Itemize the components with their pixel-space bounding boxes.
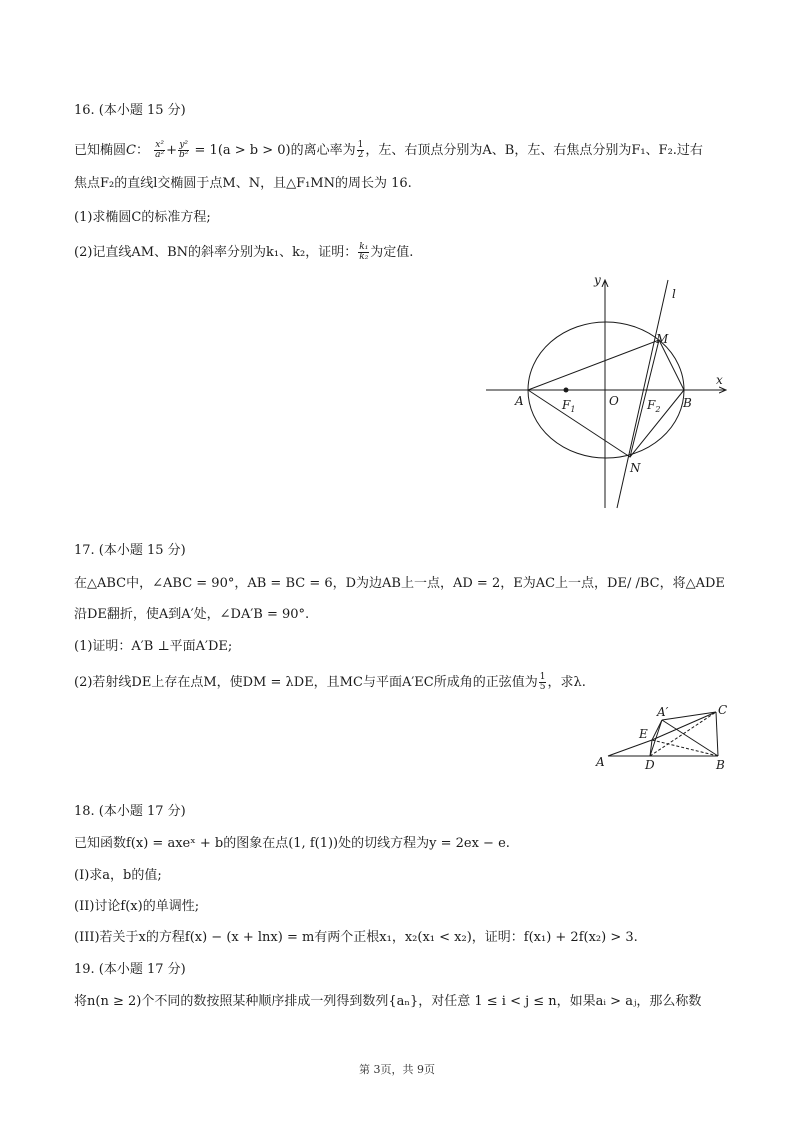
q17-line1: 在△ABC中，∠ABC = 90°，AB = BC = 6，D为边AB上一点，AD = 2，E为AC上一点，DE/ /BC，将△ADE [74, 576, 725, 591]
segment-eb-dashed [652, 740, 718, 756]
q16-part1: (1)求椭圆C的标准方程; [74, 210, 211, 225]
q19-line1: 将n(n ≥ 2)个不同的数按照某种顺序排成一列得到数列{aₙ}，对任意 1 ≤ i < j ≤ n，如果aᵢ > aⱼ，那么称数 [74, 994, 702, 1009]
frac-one-half: $\frac{1}{2}$ [357, 140, 364, 160]
segment-ae [608, 740, 652, 756]
frac-k1-k2: $\frac{\text{k₁}}{\text{k₂}}$ [359, 242, 369, 262]
label-a1: A′ [657, 705, 669, 719]
q18-header: 18. (本小题 17 分) [74, 804, 186, 819]
label-n: N [630, 461, 641, 475]
q17-part2: (2)若射线DE上存在点M，使DM = λDE，且MC与平面A′EC所成角的正弦值为 $\frac{1}{5}$ ，求λ. [74, 672, 586, 692]
segment-mb-bn [630, 340, 684, 457]
q17-part1: (1)证明：A′B ⊥平面A′DE; [74, 639, 233, 654]
label-l: l [672, 287, 676, 301]
label-m: M [656, 332, 669, 346]
segment-ea1 [652, 720, 662, 740]
segment-cb [716, 712, 718, 756]
label-f2: $F_2$ [647, 398, 661, 414]
label-f1: $F_1$ [562, 398, 576, 414]
label-b: B [683, 396, 692, 410]
frac-x2-a2: $\frac{\text{x²}}{\text{a²}}$ [155, 140, 165, 160]
label-a: A [596, 755, 605, 769]
q18-part1: (I)求a，b的值; [74, 868, 162, 883]
label-c: C [718, 703, 728, 717]
frac-y2-b2: $\frac{\text{y²}}{\text{b²}}$ [179, 140, 189, 160]
label-x: x [716, 373, 723, 387]
q16-part2: (2)记直线AM、BN的斜率分别为k₁、k₂，证明： $\frac{\text{k₁}}{\text{k₂}}$ 为定值. [74, 242, 414, 262]
label-o: O [609, 394, 619, 408]
page-footer: 第 3页，共 9页 [359, 1063, 435, 1076]
segment-a1b [662, 720, 718, 756]
q18-part2: (II)讨论f(x)的单调性; [74, 899, 200, 914]
focus-f1-dot [564, 388, 569, 393]
line-l [617, 280, 668, 508]
ellipse-figure [480, 268, 740, 518]
q18-part3: (III)若关于x的方程f(x) − (x + lnx) = m有两个正根x₁，x₂(x₁ < x₂)，证明：f(x₁) + 2f(x₂) > 3. [74, 930, 638, 945]
frac-one-fifth: $\frac{1}{5}$ [539, 672, 546, 692]
q17-header: 17. (本小题 15 分) [74, 543, 186, 558]
q16-line1: 已知椭圆C： $\frac{\text{x²}}{\text{a²}}$ + $\frac{\text{y²}}{\text{b²}}$ = 1(a > b > 0)的离心率为 $\frac{1}{2}$ ，左、右顶点分别为A、B，左、右焦点分别为F₁、F₂.过右 [74, 140, 703, 160]
q17-line2: 沿DE翻折，使A到A′处，∠DA′B = 90°. [74, 607, 310, 622]
label-b: B [716, 758, 725, 772]
label-d: D [645, 758, 655, 772]
q18-line1: 已知函数f(x) = axeˣ + b的图象在点(1, f(1))处的切线方程为y = 2ex − e. [74, 836, 510, 851]
segment-am-mn-na [528, 340, 659, 457]
label-a: A [515, 394, 524, 408]
q16-header: 16. (本小题 15 分) [74, 103, 186, 118]
fold-figure [594, 698, 744, 778]
label-e: E [639, 727, 648, 741]
label-y: y [594, 273, 601, 287]
q16-line2: 焦点F₂的直线l交椭圆于点M、N，且△F₁MN的周长为 16. [74, 176, 412, 191]
q19-header: 19. (本小题 17 分) [74, 962, 186, 977]
